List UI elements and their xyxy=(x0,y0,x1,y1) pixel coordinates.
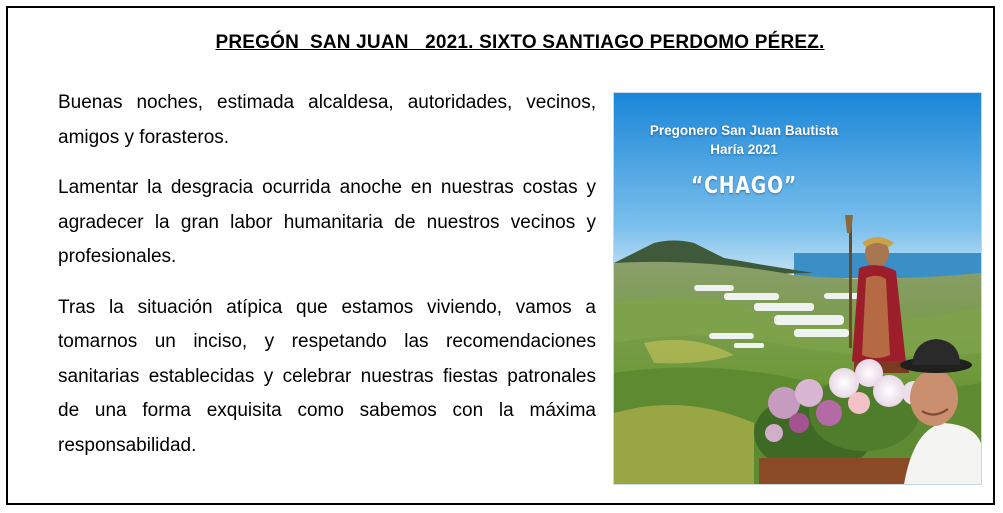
poster-place-year: Haría 2021 xyxy=(710,142,778,157)
planter xyxy=(759,458,919,484)
poster-image xyxy=(613,92,982,485)
body-text xyxy=(58,86,596,479)
poster-nickname: “CHAGO” xyxy=(690,173,798,199)
paragraph-greeting: Buenas noches, estimada alcaldesa, autoridades, vecinos, amigos y forasteros. xyxy=(58,92,596,148)
paragraph-celebration: Tras la situación atípica que estamos viviendo, vamos a tomarnos un inciso, y respetando las recomendaciones sanitarias establecidas y celebrar nuestras fiestas patronales de una forma exquisita como sabemos con la máxima responsabilidad. xyxy=(58,296,596,456)
page-title: PREGÓN SAN JUAN 2021. SIXTO SANTIAGO PERDOMO PÉREZ. xyxy=(215,32,825,53)
paragraph-condolence: Lamentar la desgracia ocurrida anoche en nuestras costas y agradecer la gran labor humanitaria de nuestros vecinos y profesionales. xyxy=(58,177,596,267)
poster-caption: Pregonero San Juan Bautista xyxy=(649,123,839,138)
